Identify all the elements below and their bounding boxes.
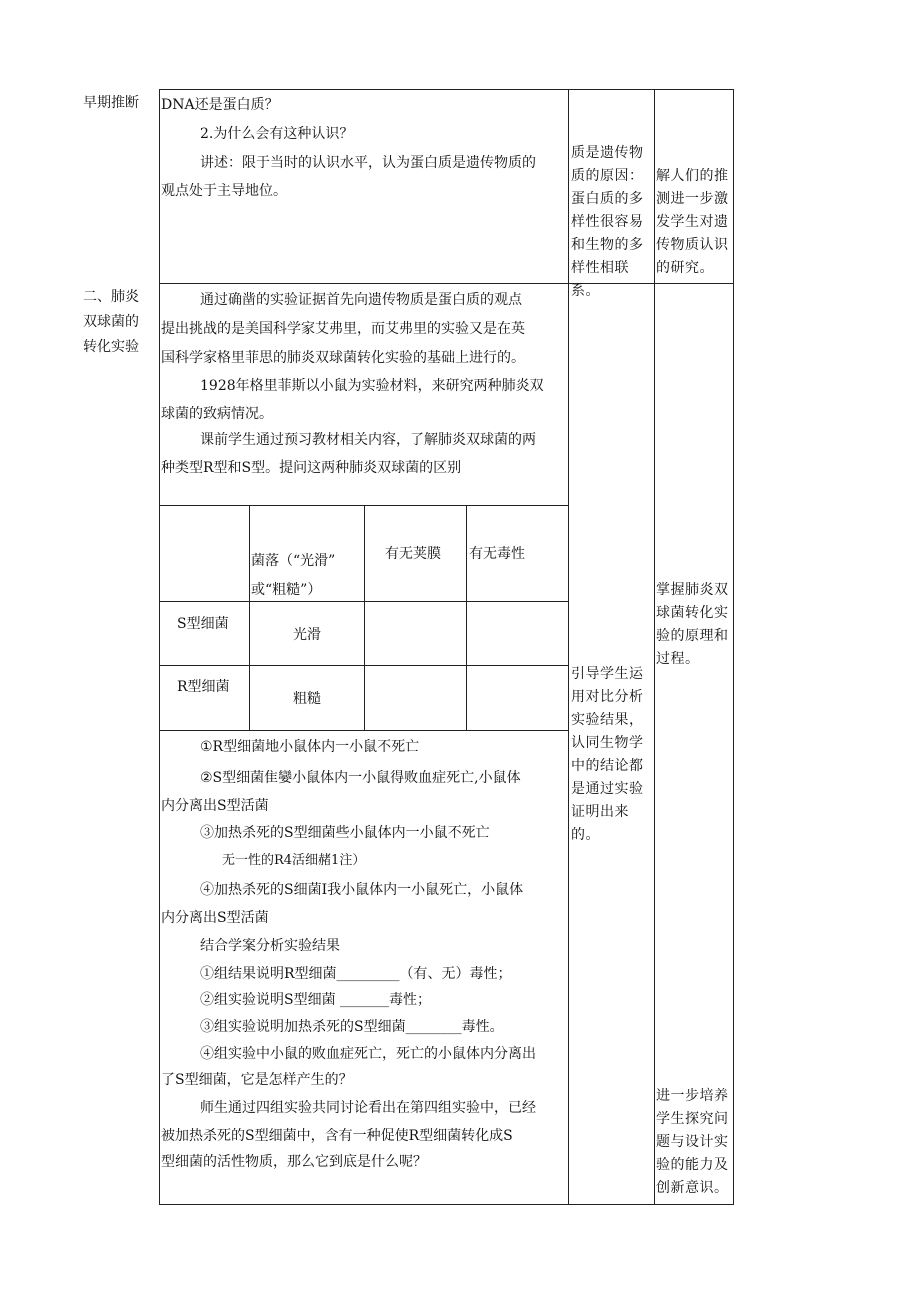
table-border-bottom [159, 1204, 734, 1205]
experiment-line: 型细菌的活性物质，那么它到底是什么呢？ [161, 1154, 427, 1170]
content-line: DNA还是蛋白质？ [161, 97, 279, 113]
content-line: 观点处于主导地位。 [161, 183, 287, 199]
experiment-line: ③组实验说明加热杀死的S型细菌________毒性。 [200, 1019, 504, 1035]
experiment-line: 无一性的R4活细赭1注） [222, 853, 366, 868]
table-row-label-r: R型细菌 [177, 679, 230, 695]
content-line: 国科学家格里菲思的肺炎双球菌转化实验的基础上进行的。 [161, 350, 525, 366]
table-border-left [159, 89, 160, 1205]
content-line: 球菌的致病情况。 [161, 406, 273, 422]
content-line: 1928年格里菲斯以小鼠为实验材料，来研究两种肺炎双 [200, 378, 544, 394]
section-pneumo-line-2: 双球菌的 [83, 314, 139, 330]
content-line: 提出挑战的是美国科学家艾弗里，而艾弗里的实验又是在英 [161, 321, 525, 337]
activity-text: 质是遗传物质的原因：蛋白质的多样性很容易和生物的多样性相联系。 [571, 145, 644, 299]
experiment-line: 师生通过四组实验共同讨论看出在第四组实验中，已经 [200, 1100, 536, 1116]
experiment-line: 内分离出S型活菌 [161, 910, 269, 926]
intent-text: 掌握肺炎双球菌转化实验的原理和过程。 [656, 582, 729, 667]
content-line: 通过确凿的实验证据首先向遗传物质是蛋白质的观点 [200, 292, 522, 308]
experiment-line: 结合学案分析实验结果 [200, 938, 340, 954]
experiment-line: ③加热杀死的S型细菌些小鼠体内一小鼠不死亡 [200, 825, 490, 841]
content-line: 讲述：限于当时的认识水平，认为蛋白质是遗传物质的 [200, 155, 536, 171]
inner-table-col [466, 505, 467, 731]
experiment-line: ①组结果说明R型细菌_________（有、无）毒性； [200, 966, 512, 982]
experiment-line: ②组实验说明S型细菌 _______毒性； [200, 992, 432, 1008]
inner-table-col [249, 505, 250, 731]
intent-text: 进一步培养学生探究问题与设计实验的能力及创新意识。 [656, 1088, 729, 1196]
section-pneumo-line-1: 二、肺炎 [83, 289, 139, 305]
content-line: 2.为什么会有这种认识？ [200, 126, 354, 142]
experiment-line: 内分离出S型活菌 [161, 798, 269, 814]
experiment-line: ①R型细菌地小鼠体内一小鼠不死亡 [200, 739, 420, 755]
table-header-colony-2: 或“粗糙”） [251, 582, 322, 598]
experiment-line: ④组实验中小鼠的败血症死亡，死亡的小鼠体内分离出 [200, 1046, 536, 1062]
table-header-colony-1: 菌落（“光滑” [251, 553, 336, 569]
experiment-line: 被加热杀死的S型细菌中，含有一种促使R型细菌转化成S [161, 1128, 513, 1144]
table-header-toxicity: 有无毒性 [469, 546, 525, 562]
section-pneumo-line-3: 转化实验 [83, 339, 139, 355]
activity-text: 引导学生运用对比分析实验结果，认同生物学中的结论都是通过实验证明出来的。 [571, 666, 644, 843]
table-border-col2 [568, 89, 569, 1205]
table-cell-colony-s: 光滑 [293, 627, 321, 643]
table-header-capsule: 有无荚膜 [385, 546, 441, 562]
table-cell-colony-r: 粗糙 [293, 691, 321, 707]
section-early-inference: 早期推断 [83, 95, 139, 111]
experiment-line: ②S型细菌隹孌小鼠体内一小鼠得败血症死亡,小鼠体 [200, 770, 521, 786]
table-border-top [159, 89, 734, 90]
experiment-line: ④加热杀死的S细菌I我小鼠体内一小鼠死亡，小鼠体 [200, 882, 524, 898]
content-line: 种类型R型和S型。提问这两种肺炎双球菌的区别 [161, 460, 462, 476]
experiment-line: 了S型细菌，它是怎样产生的？ [161, 1072, 353, 1088]
intent-text: 解人们的推测进一步激发学生对遗传物质认识的研究。 [656, 168, 729, 276]
inner-table-col [364, 505, 365, 731]
content-line: 课前学生通过预习教材相关内容，了解肺炎双球菌的两 [200, 432, 536, 448]
table-row-label-s: S型细菌 [177, 616, 229, 632]
